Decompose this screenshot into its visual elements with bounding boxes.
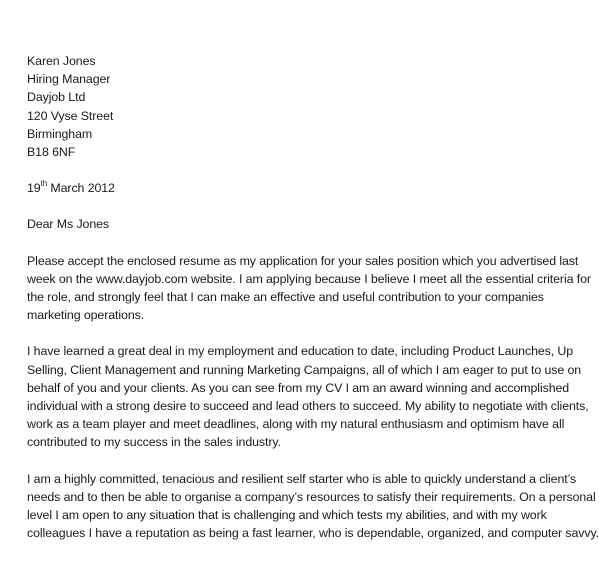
- recipient-postcode: B18 6NF: [27, 145, 76, 160]
- paragraph-line: marketing operations.: [27, 308, 145, 323]
- paragraph-2: [27, 342, 589, 451]
- paragraph-line: the role, and strongly feel that I can make an effective and useful contribution to your companies: [27, 290, 544, 305]
- paragraph-line: Selling, Client Management and running Marketing Campaigns, all of which I am eager to put to use on: [27, 362, 582, 377]
- date-month-year: March 2012: [47, 181, 115, 196]
- letter-date: [27, 179, 467, 197]
- paragraph-line: individual with a strong desire to succeed and lead others to succeed. My ability to negotiate with clients,: [27, 399, 589, 414]
- paragraph-line: Please accept the enclosed resume as my application for your sales position which you advertised last: [27, 253, 579, 268]
- recipient-title: Hiring Manager: [27, 72, 111, 87]
- recipient-name: Karen Jones: [27, 54, 96, 68]
- paragraph-line: level I am open to any situation that is challenging and which tests my abilities, and with my work: [27, 508, 547, 523]
- paragraph-line: I have learned a great deal in my employment and education to date, including Product Launches, Up: [27, 344, 574, 359]
- recipient-company: Dayjob Ltd: [27, 90, 86, 105]
- cover-letter: [27, 52, 599, 542]
- paragraph-line: week on the www.dayjob.com website. I am applying because I believe I meet all the essential criteria for: [27, 271, 591, 286]
- paragraph-line: I am a highly committed, tenacious and resilient self starter who is able to quickly understand a client’s: [27, 471, 577, 486]
- salutation-text: Dear Ms Jones: [27, 217, 110, 232]
- recipient-city: Birmingham: [27, 126, 93, 141]
- recipient-address: [27, 52, 467, 161]
- paragraph-3: [27, 470, 599, 543]
- recipient-street: 120 Vyse Street: [27, 108, 114, 123]
- paragraph-line: work as a team player and meet deadlines, along with my natural enthusiasm and optimism have all: [27, 417, 565, 432]
- paragraph-line: contributed to my success in the sales industry.: [27, 435, 281, 450]
- date-suffix: th: [40, 179, 48, 189]
- paragraph-line: behalf of you and your clients. As you can see from my CV I am an award winning and accomplished: [27, 380, 570, 395]
- paragraph-1: [27, 252, 591, 325]
- paragraph-line: colleagues I have a reputation as being a fast learner, who is dependable, organized, and computer savvy.: [27, 526, 599, 541]
- date-day: 19: [27, 181, 41, 196]
- paragraph-line: needs and to then be able to organise a company’s resources to satisfy their requirements. On a personal: [27, 489, 596, 504]
- salutation: [27, 215, 467, 233]
